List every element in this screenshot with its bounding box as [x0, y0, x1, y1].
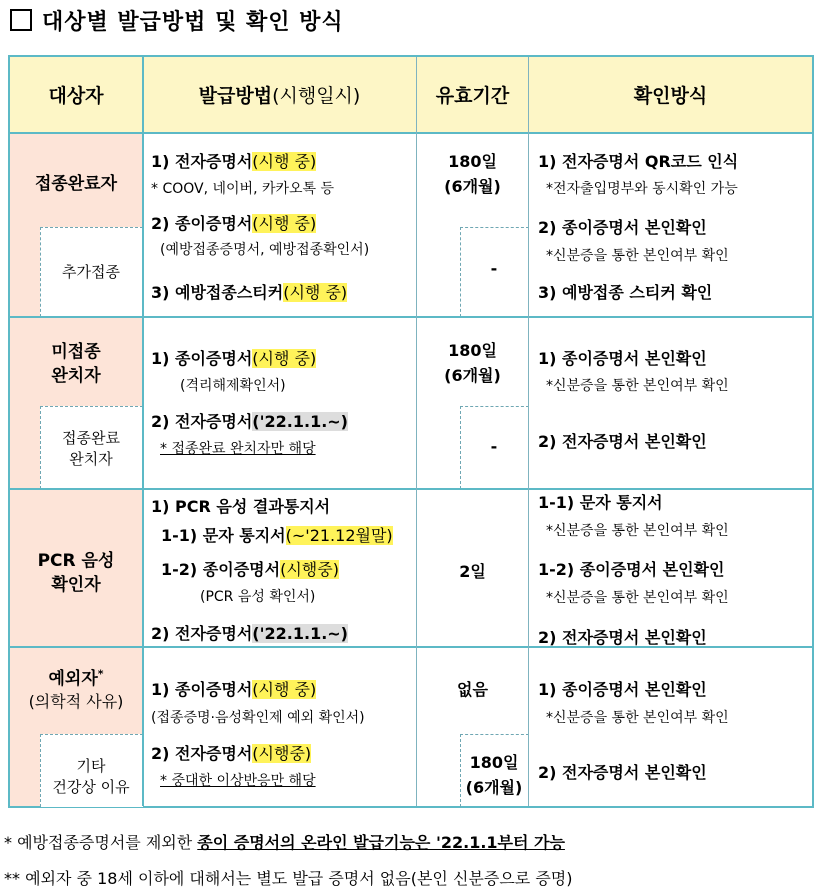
highlight-text: ('22.1.1.~) [252, 412, 348, 431]
text: 1) 전자증명서 [151, 152, 253, 171]
text: 2) 전자증명서 [151, 412, 253, 431]
row2-validity2: (6개월) [444, 366, 501, 385]
row4-validity-sub2: (6개월) [465, 778, 523, 797]
row-divider [10, 488, 812, 490]
row2-method-l1 [151, 346, 316, 369]
text: 1-2) 종이증명서 [161, 560, 281, 579]
col-divider [528, 57, 529, 806]
row2-method-l2: (격리해제확인서) [180, 378, 286, 394]
row2-target: 미접종 [51, 342, 101, 362]
issuance-table [8, 55, 814, 808]
row3-verify-l1: 1-1) 문자 통지서 [538, 493, 663, 512]
row1-method-l4: (예방접종증명서, 예방접종확인서) [160, 242, 370, 258]
row2-target2: 완치자 [51, 366, 101, 386]
text: 2) 종이증명서 [151, 214, 253, 233]
page-title [10, 5, 344, 36]
row2-method-l4: * 접종완료 완치자만 해당 [160, 441, 316, 457]
highlight-text: (~'21.12월말) [285, 526, 393, 545]
highlight-text: (시행 중) [252, 152, 317, 171]
header-verify: 확인방식 [633, 85, 708, 107]
footnote-2: ** 예외자 중 18세 이하에 대해서는 별도 발급 증명서 없음(본인 신분증으로 증명) [4, 869, 573, 888]
row3-target2: 확인자 [51, 575, 101, 595]
row4-sub-target2: 건강상 이유 [52, 778, 130, 796]
row1-validity: 180일 [448, 152, 497, 171]
row1-method-l5 [151, 280, 347, 303]
row2-validity: 180일 [448, 341, 497, 360]
checkbox-square-icon [10, 9, 32, 31]
row4-method-l3 [151, 741, 311, 764]
row1-verify-l4: *신분증을 통한 본인여부 확인 [546, 248, 729, 264]
text: 예외자 [48, 669, 98, 689]
highlight-text: (시행 중) [252, 680, 317, 699]
text: 3) 예방접종스티커 [151, 283, 284, 302]
row-divider [10, 316, 812, 318]
highlight-text: (시행중) [280, 560, 339, 579]
text: 1) 종이증명서 [151, 349, 253, 368]
row-divider [10, 132, 812, 134]
row3-verify-l5: 2) 전자증명서 본인확인 [538, 628, 707, 647]
footnote-mark: * [97, 667, 104, 681]
footnote-1-emphasis: 종이 증명서의 온라인 발급기능은 '22.1.1부터 가능 [197, 833, 565, 852]
row4-sub-target: 기타 [76, 757, 106, 775]
row2-validity-sub: - [490, 437, 498, 456]
row3-method-l2 [161, 523, 393, 546]
row1-method-l2: * COOV, 네이버, 카카오톡 등 [151, 181, 335, 197]
row4-validity: 없음 [457, 680, 488, 699]
row4-target2: (의학적 사유) [28, 692, 124, 711]
row3-verify-l3: 1-2) 종이증명서 본인확인 [538, 560, 725, 579]
row4-verify-l2: *신분증을 통한 본인여부 확인 [546, 710, 729, 726]
footnote-1 [4, 830, 565, 853]
row4-method-l2: (접종증명·음성확인제 예외 확인서) [151, 710, 365, 726]
row4-method-l4: * 중대한 이상반응만 해당 [160, 773, 316, 789]
highlight-text: (시행 중) [283, 283, 348, 302]
highlight-text: ('22.1.1.~) [252, 624, 348, 643]
row2-verify-l1: 1) 종이증명서 본인확인 [538, 349, 707, 368]
highlight-text: (시행중) [252, 744, 312, 763]
text: 1-1) 문자 통지서 [161, 526, 286, 545]
header-target: 대상자 [48, 85, 104, 107]
row1-validity2: (6개월) [444, 177, 501, 196]
row1-target: 접종완료자 [34, 174, 118, 194]
row4-verify-l1: 1) 종이증명서 본인확인 [538, 680, 707, 699]
row1-verify-l5: 3) 예방접종 스티커 확인 [538, 283, 713, 302]
row1-verify-l1: 1) 전자증명서 QR코드 인식 [538, 152, 739, 171]
row4-method-l1 [151, 677, 316, 700]
row1-method-l1 [151, 149, 316, 172]
text: 1) 종이증명서 [151, 680, 253, 699]
row4-verify-l3: 2) 전자증명서 본인확인 [538, 763, 707, 782]
row3-method-l5 [151, 621, 348, 644]
header-validity: 유효기간 [435, 85, 510, 107]
row4-validity-sub: 180일 [469, 753, 519, 772]
page-title-text: 대상별 발급방법 및 확인 방식 [42, 10, 344, 35]
highlight-text: (시행 중) [252, 214, 317, 233]
row3-verify-l2: *신분증을 통한 본인여부 확인 [546, 523, 729, 539]
row1-validity-sub: - [490, 259, 498, 278]
row2-sub-target: 접종완료 [62, 429, 120, 447]
row3-validity: 2일 [459, 562, 486, 581]
text: 2) 전자증명서 [151, 624, 253, 643]
col-divider [142, 57, 144, 806]
row3-target: PCR 음성 [37, 551, 115, 571]
row1-sub-target: 추가접종 [62, 263, 120, 281]
row1-verify-l3: 2) 종이증명서 본인확인 [538, 218, 707, 237]
row1-method-l3 [151, 211, 316, 234]
row2-method-l3 [151, 409, 348, 432]
row2-sub-target2: 완치자 [69, 450, 113, 468]
footnote-1-text: * 예방접종증명서를 제외한 [4, 833, 198, 852]
row4-target [10, 664, 142, 689]
text: 2) 전자증명서 [151, 744, 253, 763]
highlight-text: (시행 중) [252, 349, 317, 368]
row2-verify-l2: *신분증을 통한 본인여부 확인 [546, 378, 729, 394]
row3-method-l4: (PCR 음성 확인서) [200, 589, 316, 605]
row3-method-l1: 1) PCR 음성 결과통지서 [151, 497, 331, 516]
row3-verify-l4: *신분증을 통한 본인여부 확인 [546, 590, 729, 606]
row2-verify-l3: 2) 전자증명서 본인확인 [538, 432, 707, 451]
header-method [143, 57, 416, 132]
header-method-label: 발급방법 [198, 85, 273, 107]
row1-verify-l2: *전자출입명부와 동시확인 가능 [546, 181, 738, 197]
header-method-sub: (시행일시) [272, 85, 361, 107]
row3-method-l3 [161, 557, 339, 580]
